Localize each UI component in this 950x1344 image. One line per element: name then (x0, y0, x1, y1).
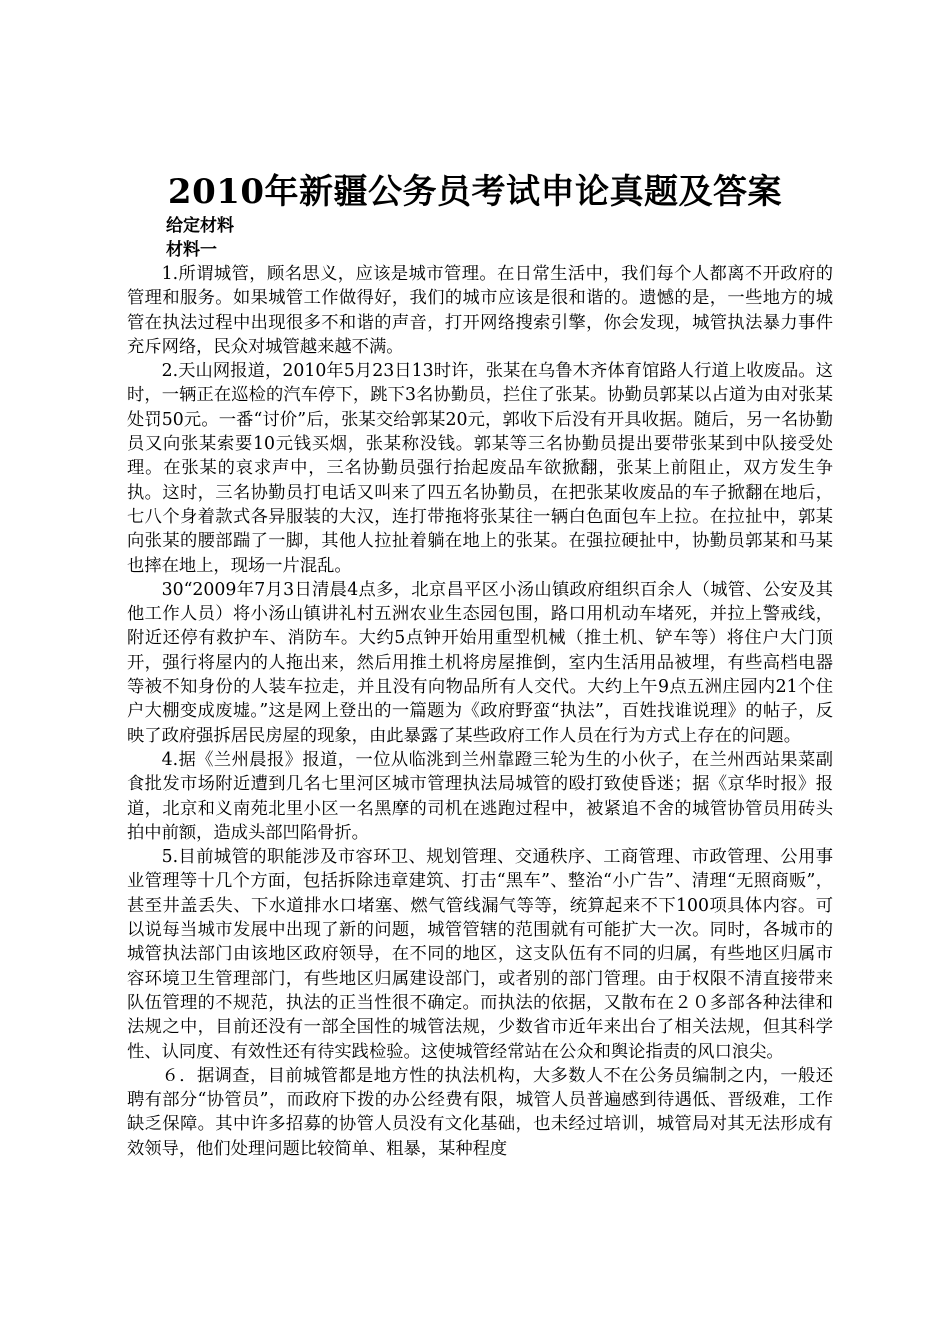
document-title: 2010年新疆公务员考试申论真题及答案 (167, 172, 783, 212)
section-heading-material-one: 材料一 (166, 240, 217, 260)
paragraph-3: 30“2009年7月3日清晨4点多，北京昌平区小汤山镇政府组织百余人（城管、公安及其他工作人员）将小汤山镇讲礼村五洲农业生态园包围，路口用机动车堵死，并拉上警戒线，附近还停有救护车、消防车。大约5点钟开始用重型机械（推土机、铲车等）将住户大门顶开，强行将屋内的人拖出来，然后用推土机将房屋推倒，室内生活用品被埋，有些高档电器等被不知身份的人装车拉走，并且没有向物品所有人交代。大约上午9点五洲庄园内21个住户大棚变成废墟。”这是网上登出的一篇题为《政府野蛮“执法”，百姓找谁说理》的帖子，反映了政府强拆居民房屋的现象，由此暴露了某些政府工作人员在行为方式上存在的问题。 (127, 579, 833, 746)
paragraph-2: 2.天山网报道，2010年5月23日13时许，张某在乌鲁木齐体育馆路人行道上收废品。这时，一辆正在巡检的汽车停下，跳下3名协勤员，拦住了张某。协勤员郭某以占道为由对张某处罚50元。一番“讨价”后，张某交给郭某20元，郭收下后没有开具收据。随后，另一名协勤员又向张某索要10元钱买烟，张某称没钱。郭某等三名协勤员提出要带张某到中队接受处理。在张某的哀求声中，三名协勤员强行抬起废品车欲掀翻，张某上前阻止，双方发生争执。这时，三名协勤员打电话又叫来了四五名协勤员，在把张某收废品的车子掀翻在地后，七八个身着款式各异服装的大汉，连打带拖将张某往一辆白色面包车上拉。在拉扯中，郭某向张某的腰部踹了一脚，其他人拉扯着躺在地上的张某。在强拉硬扯中，协勤员郭某和马某也摔在地上，现场一片混乱。 (127, 361, 833, 576)
section-heading-given-materials: 给定材料 (166, 216, 234, 236)
paragraph-5: 5.目前城管的职能涉及市容环卫、规划管理、交通秩序、工商管理、市政管理、公用事业管理等十几个方面，包括拆除违章建筑、打击“黑车”、整治“小广告”、清理“无照商贩”，甚至井盖丢失、下水道排水口堵塞、燃气管线漏气等等，统算起来不下100项具体内容。可以说每当城市发展中出现了新的问题，城管管辖的范围就有可能扩大一次。同时，各城市的城管执法部门由该地区政府领导，在不同的地区，这支队伍有不同的归属，有些地区归属市容环境卫生管理部门，有些地区归属建设部门，或者别的部门管理。由于权限不清直接带来队伍管理的不规范，执法的正当性很不确定。而执法的依据，又散布在２０多部各种法律和法规之中，目前还没有一部全国性的城管法规，少数省市近年来出台了相关法规，但其科学性、认同度、有效性还有待实践检验。这使城管经常站在公众和舆论指责的风口浪尖。 (127, 847, 833, 1062)
body-text (127, 262, 833, 1161)
paragraph-4: 4.据《兰州晨报》报道，一位从临洮到兰州靠蹬三轮为生的小伙子，在兰州西站果菜副食批发市场附近遭到几名七里河区城市管理执法局城管的殴打致使昏迷；据《京华时报》报道，北京和义南苑北里小区一名黑摩的司机在逃跑过程中，被紧追不舍的城管协管员用砖头拍中前额，造成头部凹陷骨折。 (127, 749, 833, 843)
paragraph-6: ６．据调查，目前城管都是地方性的执法机构，大多数人不在公务员编制之内，一般还聘有部分“协管员”，而政府下拨的办公经费有限，城管人员普遍感到待遇低、晋级难，工作缺乏保障。其中许多招募的协管人员没有文化基础，也未经过培训，城管局对其无法形成有效领导，他们处理问题比较简单、粗暴，某种程度 (127, 1065, 833, 1159)
paragraph-1: 1.所谓城管，顾名思义，应该是城市管理。在日常生活中，我们每个人都离不开政府的管理和服务。如果城管工作做得好，我们的城市应该是很和谐的。遗憾的是，一些地方的城管在执法过程中出现很多不和谐的声音，打开网络搜索引擎，你会发现，城管执法暴力事件充斥网络，民众对城管越来越不满。 (127, 264, 833, 357)
